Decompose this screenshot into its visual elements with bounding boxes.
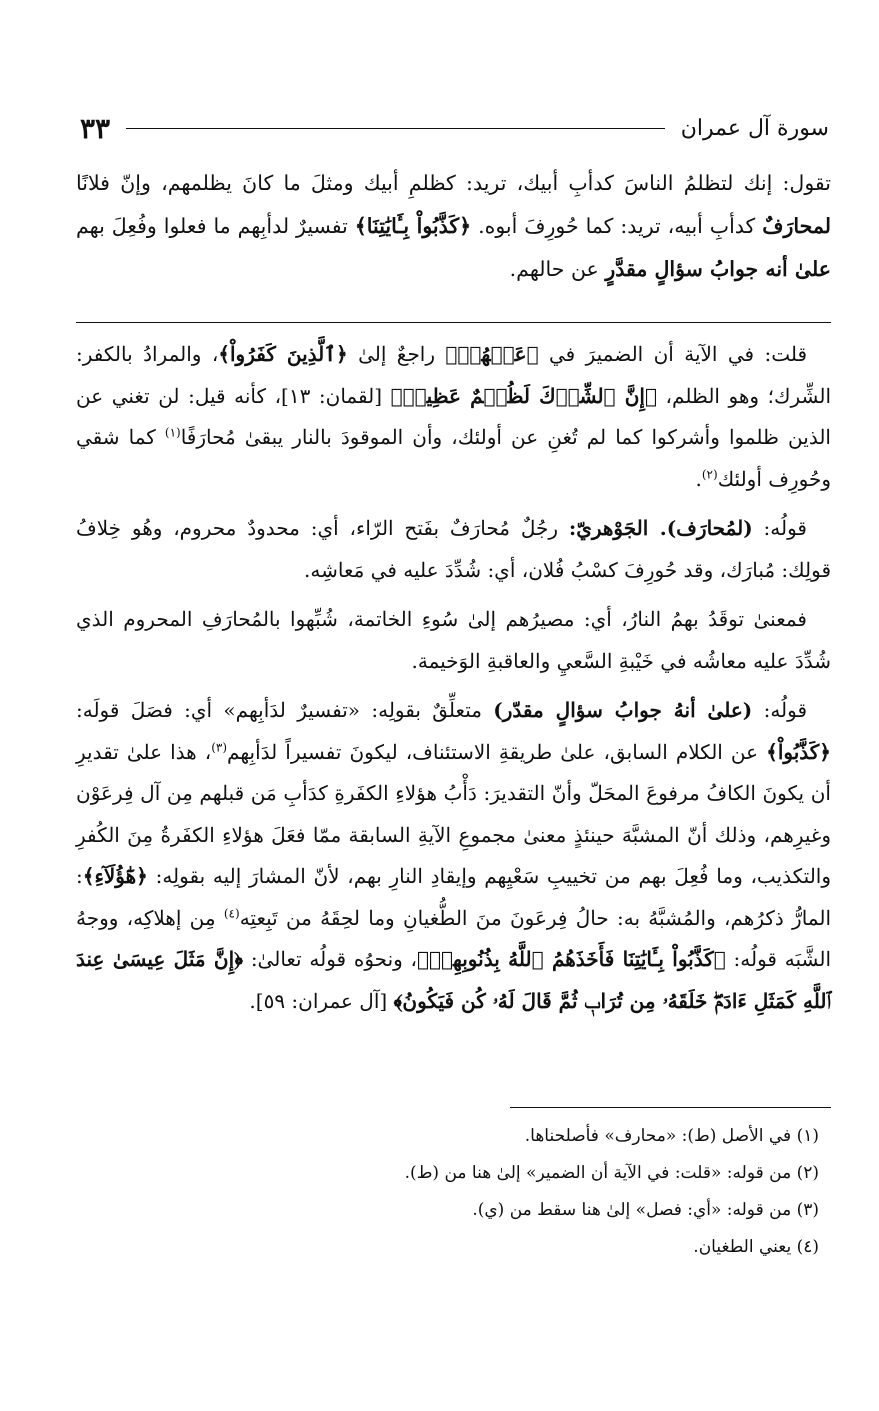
- text-segment: قلت: في الآية أن الضميرَ في: [548, 342, 808, 366]
- text-segment: رجُلٌ مُحارَفٌ بفَتح الرّاء، أي: محدودٌ محروم، وهُو خِلافُ قولِك: مُبارَك، وقد حُورِفَ كسْبُ فُلان، أي: شُدِّدَ عليه في مَعاشِه.: [76, 516, 831, 582]
- matn-segment: عن حالهم.: [509, 257, 599, 281]
- text-segment: [آل عمران: ٥٩].: [249, 988, 388, 1013]
- text-segment: ، ونحوُه قولُه تعالىٰ:: [250, 947, 418, 971]
- commentary-paragraph: [76, 508, 831, 591]
- commentary-paragraph: [76, 599, 831, 682]
- matn-segment: كدأبِ أبيه، تريد: كما حُورِفَ أبوه.: [478, 214, 756, 238]
- quran-verse: ﴿هَٰٓؤُلَآءِ﴾: [82, 864, 148, 888]
- matn-divider: [76, 322, 831, 323]
- surah-title: سورة آل عمران: [680, 115, 829, 141]
- text-segment: مِن إهلاكِه، ووجهُ الشَّبَه قولُه:: [76, 905, 832, 971]
- text-segment: .: [695, 466, 702, 491]
- quran-verse: ﴿إِنَّ مَثَلَ عِيسَىٰ عِندَ ٱللَّهِ كَمَثَلِ ءَادَمَۖ خَلَقَهُۥ مِن تُرَابٖ ثُمَّ قَالَ لَهُۥ كُن فَيَكُونُ﴾: [76, 947, 831, 1013]
- text-segment: قولُه:: [763, 698, 808, 722]
- text-segment: ، هذا علىٰ تقديرِ أن يكونَ الكافُ مرفوعَ المحَلّ وأنّ التقديرَ: دَأْبُ هؤلاءِ الكفَرةِ كدَأبِ مَن قبلهم مِن آل فِرعَوْن وغيرِهم، وذلك أنّ المشبَّهَ حينئذٍ معنىٰ مجموعِ الآيةِ السابقة ممّا فعَلَ هؤلاءِ الكفَرةُ مِنَ الكُفرِ والتكذيب، وما فُعِلَ بهم من تخييبِ سَعْيِهم وإيقادِ النارِ بهم، لأنّ المشارَ إليه بقولِه:: [76, 739, 832, 888]
- quran-verse: ﴿كَذَّبُواْ﴾: [766, 739, 832, 764]
- quran-verse: ﴿كَذَّبُواْ بِـَٔايَٰتِنَا فَأَخَذَهُمُ ٱللَّهُ بِذُنُوبِهِمۡ﴾: [417, 947, 726, 971]
- footnote-rule: [510, 1107, 831, 1108]
- running-header: [80, 108, 829, 148]
- matn-bold-phrase: علىٰ أنه جوابُ سؤالٍ مقدَّرٍ: [605, 257, 831, 281]
- text-segment: : المارُّ ذكرُهم، والمُشبَّهُ به: حالُ فِرعَونَ منَ الطُّغيانِ وما لحِقَهُ من تَبِعتِه: [76, 864, 832, 930]
- footnote: (٣) من قوله: «أي: فصل» إلىٰ هنا سقط من (ي).: [472, 1200, 819, 1220]
- text-segment: ، والمرادُ بالكفر: الشِّرك؛ وهو الظلم،: [76, 342, 832, 408]
- footnote-marker: (٢): [701, 466, 718, 481]
- text-segment: فمعنىٰ توقَدُ بهمُ النارُ، أي: مصيرُهم إلىٰ سُوءِ الخاتمة، شُبِّهوا بالمُحارَفِ المحروم الذي شُدِّدَ عليه معاشُه في خَيْبةِ السَّعيِ والعاقبةِ الوَخيمة.: [76, 607, 831, 673]
- quran-verse: ﴿ٱلَّذِينَ كَفَرُواْ﴾: [218, 342, 348, 366]
- text-segment: قولُه:: [763, 516, 807, 540]
- quran-verse: ﴿إِنَّ ٱلشِّرۡكَ لَظُلۡمٌ عَظِيمٞ﴾: [390, 383, 657, 408]
- text-segment: راجعٌ إلىٰ: [358, 342, 436, 366]
- commentary-paragraph: [76, 334, 831, 500]
- text-segment: [لقمان: ١٣]، كأنه قيل: لن تغني عن الذين ظلموا وأشركوا كما لم تُغنِ عن أولئك، وأن الموقودَ بالنار يبقىٰ مُحارَفًا: [76, 383, 831, 449]
- commentary-text: [76, 334, 831, 1022]
- text-segment: عن الكلام السابق، علىٰ طريقةِ الاستئناف، ليكونَ تفسيراً لدَأبِهم: [227, 739, 759, 764]
- matn-segment: تفسيرٌ لدأبِهم ما فعلوا وفُعِلَ بهم: [76, 214, 348, 238]
- footnote: (١) في الأصل (ط): «محارف» فأصلحناها.: [524, 1126, 819, 1146]
- matn-bold-term: لمحارَفٌ: [762, 214, 831, 238]
- matn-segment: تقول: إنك لتظلمُ الناسَ كدأبِ أبيك، تريد: كظلمِ أبيك ومثلَ ما كانَ يظلمهم، وإنّ فلانًا: [76, 171, 831, 195]
- footnote-marker: (٤): [223, 905, 240, 920]
- footnote: (٢) من قوله: «قلت: في الآية أن الضمير» إلىٰ هنا من (ط).: [404, 1163, 819, 1183]
- footnote-marker: (٣): [211, 739, 228, 754]
- bold-lemma: (لمُحارَف). الجَوْهريّ:: [568, 516, 753, 540]
- quran-verse: ﴿كَذَّبُواْ بِـَٔايَٰتِنَا﴾: [354, 214, 472, 238]
- commentary-paragraph: [76, 690, 831, 1022]
- page-number: ٣٣: [80, 111, 111, 145]
- quran-verse: ﴿عَنۡهُمۡ﴾: [445, 342, 539, 366]
- header-rule: [126, 128, 665, 129]
- text-segment: كما شقي وحُورِف أولئك: [76, 425, 831, 491]
- matn-text: [76, 162, 831, 291]
- footnotes: [76, 1118, 819, 1266]
- text-segment: متعلِّقٌ بقولِه: «تفسيرٌ لدَأبِهم» أي: فصَلَ قولَه:: [76, 698, 482, 722]
- bold-lemma: (علىٰ أنهُ جوابُ سؤالٍ مقدّر): [493, 698, 753, 722]
- footnote: (٤) يعني الطغيان.: [693, 1237, 819, 1257]
- footnote-marker: (١): [164, 425, 181, 440]
